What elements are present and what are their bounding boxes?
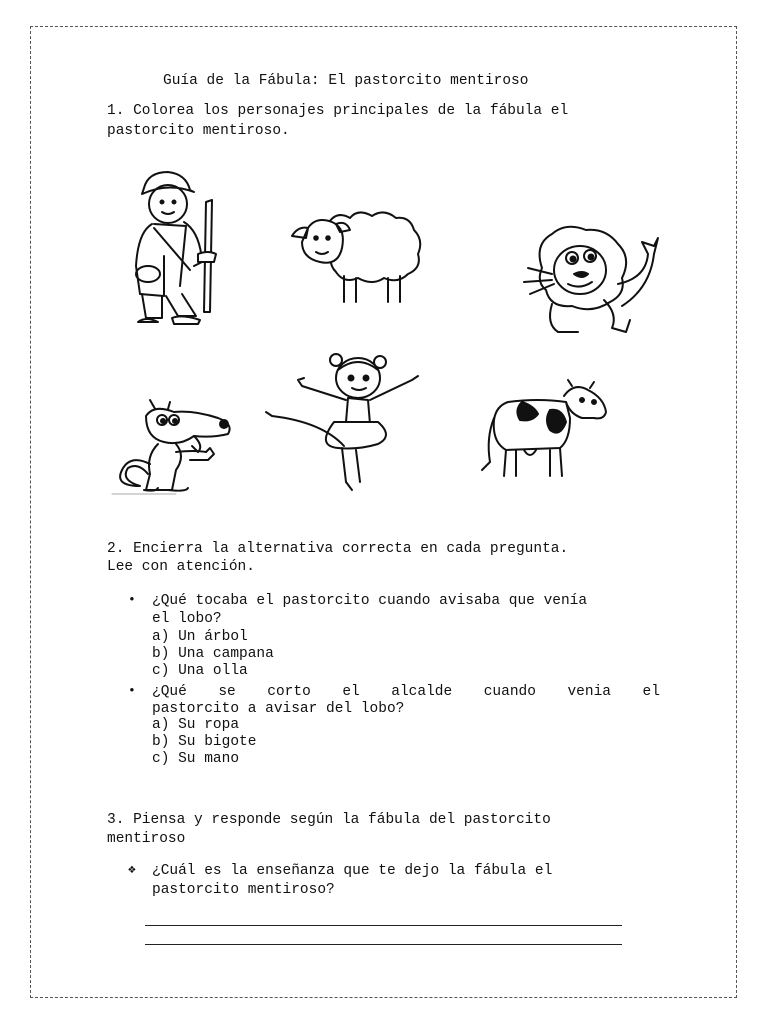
bullet-icon: •	[128, 683, 136, 698]
diamond-bullet-icon: ❖	[128, 862, 136, 877]
bullet-icon: •	[128, 592, 136, 607]
sheep-icon	[288, 206, 428, 306]
question2-word: corto	[267, 684, 311, 700]
shepherd-boy-icon	[128, 166, 228, 332]
question2-word: el	[342, 684, 360, 700]
question1-line1: ¿Qué tocaba el pastorcito cuando avisaba que venía	[152, 593, 588, 609]
question2-option-c[interactable]: c) Su mano	[152, 751, 240, 767]
question2-word: cuando	[483, 684, 536, 700]
question1-option-b[interactable]: b) Una campana	[152, 646, 274, 662]
question1-option-a[interactable]: a) Un árbol	[152, 629, 248, 645]
lion-icon	[522, 224, 662, 336]
page-title: Guía de la Fábula: El pastorcito mentiroso	[163, 73, 529, 89]
section1-instruction-line1: 1. Colorea los personajes principales de la fábula el	[107, 103, 569, 119]
question2-word: venia	[567, 684, 611, 700]
question2-line2: pastorcito a avisar del lobo?	[152, 701, 405, 717]
answer-line[interactable]	[145, 925, 622, 926]
section3-instruction-line1: 3. Piensa y responde según la fábula del pastorcito	[107, 812, 551, 828]
section2-instruction-line2: Lee con atención.	[107, 559, 255, 575]
question2-word: el	[642, 684, 660, 700]
section1-instruction-line2: pastorcito mentiroso.	[107, 123, 290, 139]
section3-question-line2: pastorcito mentiroso?	[152, 882, 335, 898]
question2-word: alcalde	[391, 684, 453, 700]
section2-instruction-line1: 2. Encierra la alternativa correcta en cada pregunta.	[107, 541, 569, 557]
question1-line2: el lobo?	[152, 611, 222, 627]
wolf-icon	[110, 394, 238, 498]
question1-option-c[interactable]: c) Una olla	[152, 663, 248, 679]
cow-icon	[478, 378, 612, 484]
question2-option-b[interactable]: b) Su bigote	[152, 734, 257, 750]
question2-option-a[interactable]: a) Su ropa	[152, 717, 240, 733]
ballerina-icon	[262, 350, 426, 496]
question2-word: ¿Qué	[152, 684, 187, 700]
section3-instruction-line2: mentiroso	[107, 831, 186, 847]
answer-line[interactable]	[145, 944, 622, 945]
question2-word: se	[218, 684, 236, 700]
section3-question-line1: ¿Cuál es la enseñanza que te dejo la fábula el	[152, 863, 553, 879]
